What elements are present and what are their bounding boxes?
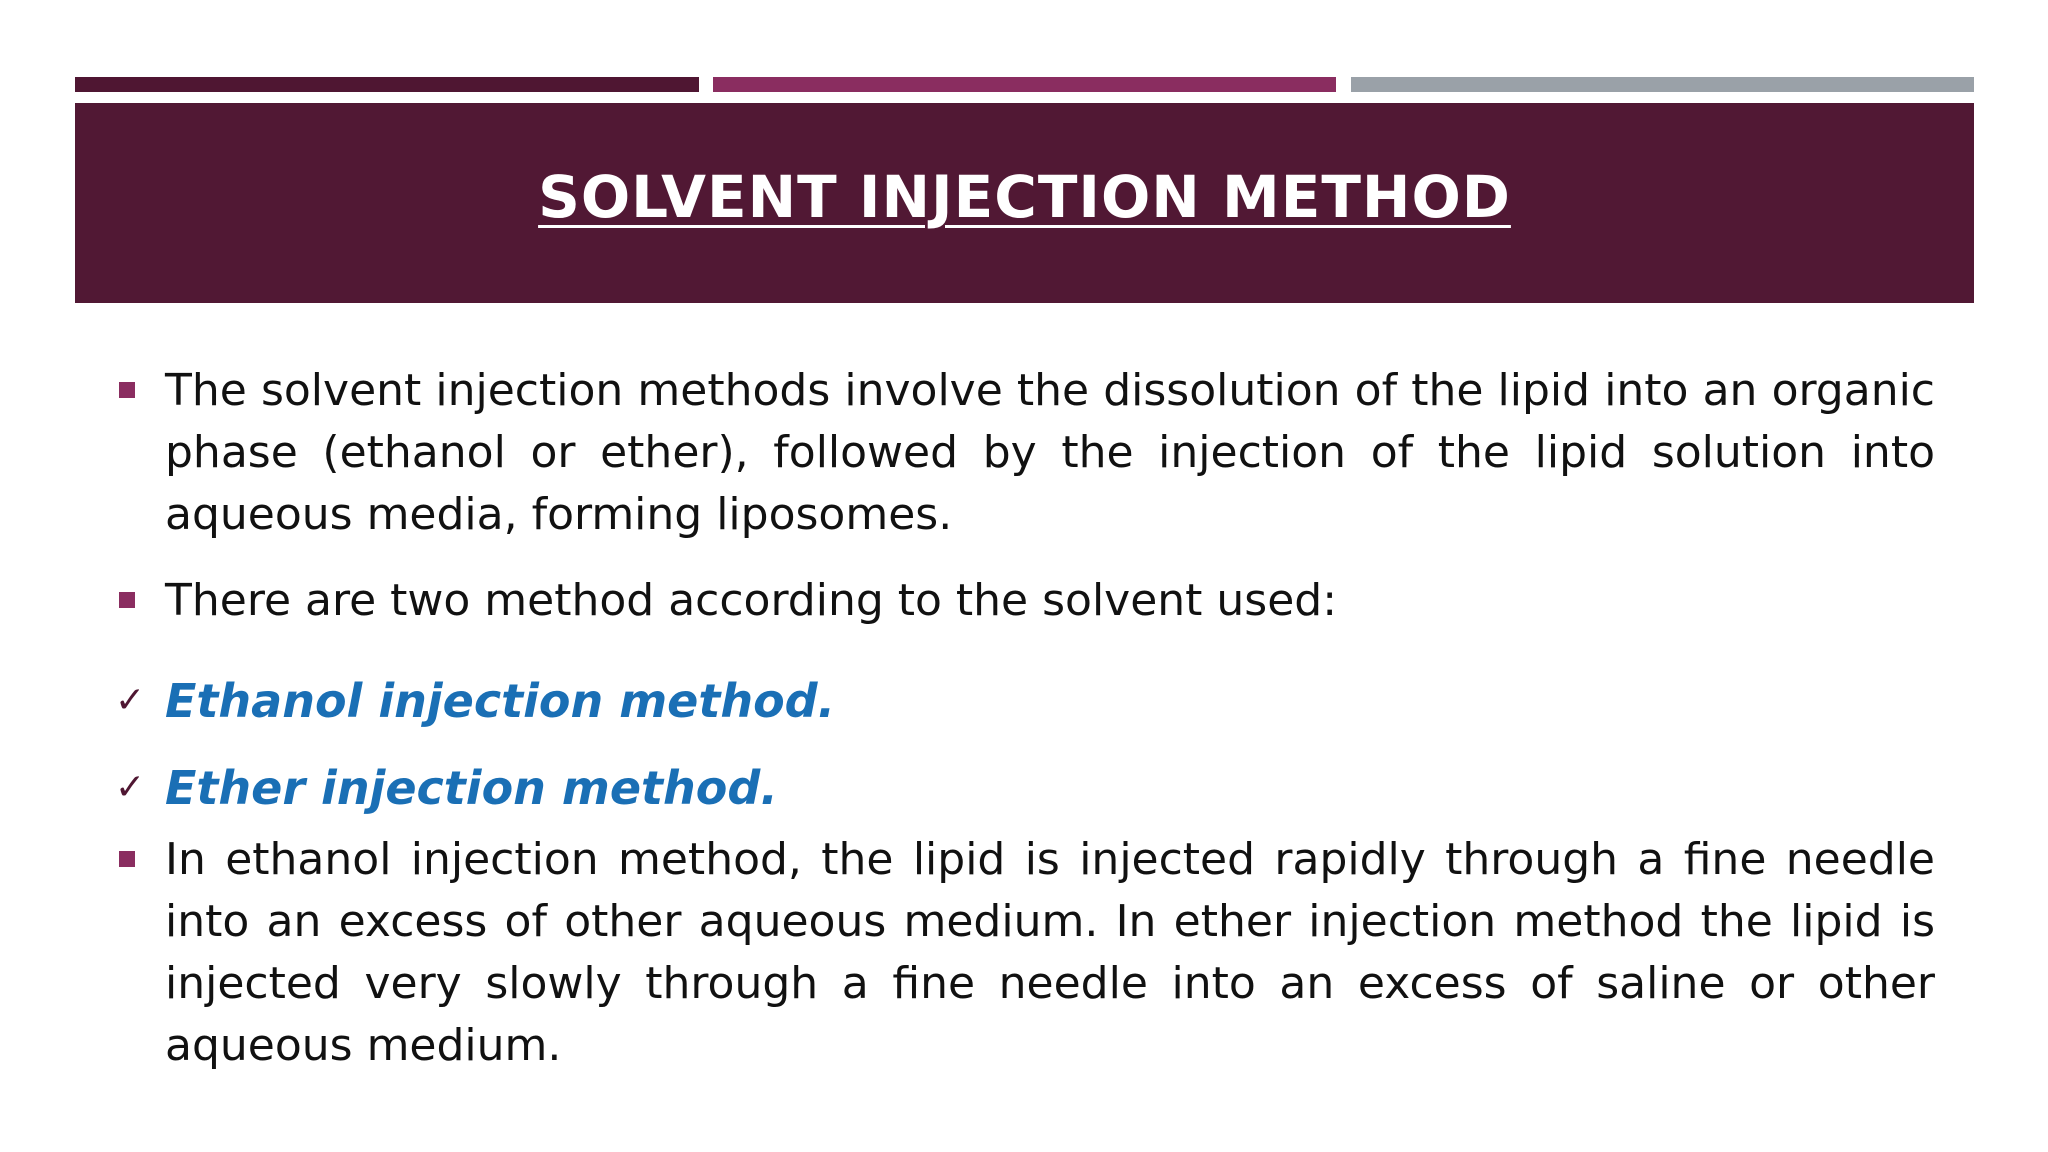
square-bullet-icon	[119, 382, 135, 398]
bullet-item	[115, 360, 1935, 546]
slide-title: SOLVENT INJECTION METHOD	[538, 163, 1511, 231]
accent-bar-magenta	[713, 77, 1336, 92]
bullet-text: There are two method according to the solvent used:	[165, 575, 1338, 626]
accent-bar-gray	[1351, 77, 1974, 92]
title-banner	[75, 103, 1974, 303]
bullet-item	[115, 829, 1935, 1077]
square-bullet-icon	[119, 851, 135, 867]
bullet-text: In ethanol injection method, the lipid is injected rapidly through a fine needle into an excess of other aqueous medium. In ether injection method the lipid is injected very slowly through a fine needle into an excess of saline or other aqueous medium.	[165, 834, 1935, 1071]
bullet-item	[115, 570, 1935, 632]
accent-bar-dark	[75, 77, 699, 92]
checkmark-icon: ✓	[115, 680, 146, 721]
check-text: Ether injection method.	[165, 761, 778, 815]
square-bullet-icon	[119, 592, 135, 608]
checkmark-icon: ✓	[115, 767, 146, 808]
bullet-text: The solvent injection methods involve the dissolution of the lipid into an organic phase (ethanol or ether), followed by the injection of the lipid solution into aqueous media, forming liposomes.	[165, 365, 1935, 540]
check-item	[115, 757, 1935, 819]
check-text: Ethanol injection method.	[165, 674, 836, 728]
slide-body	[115, 360, 1935, 1077]
check-item	[115, 670, 1935, 732]
